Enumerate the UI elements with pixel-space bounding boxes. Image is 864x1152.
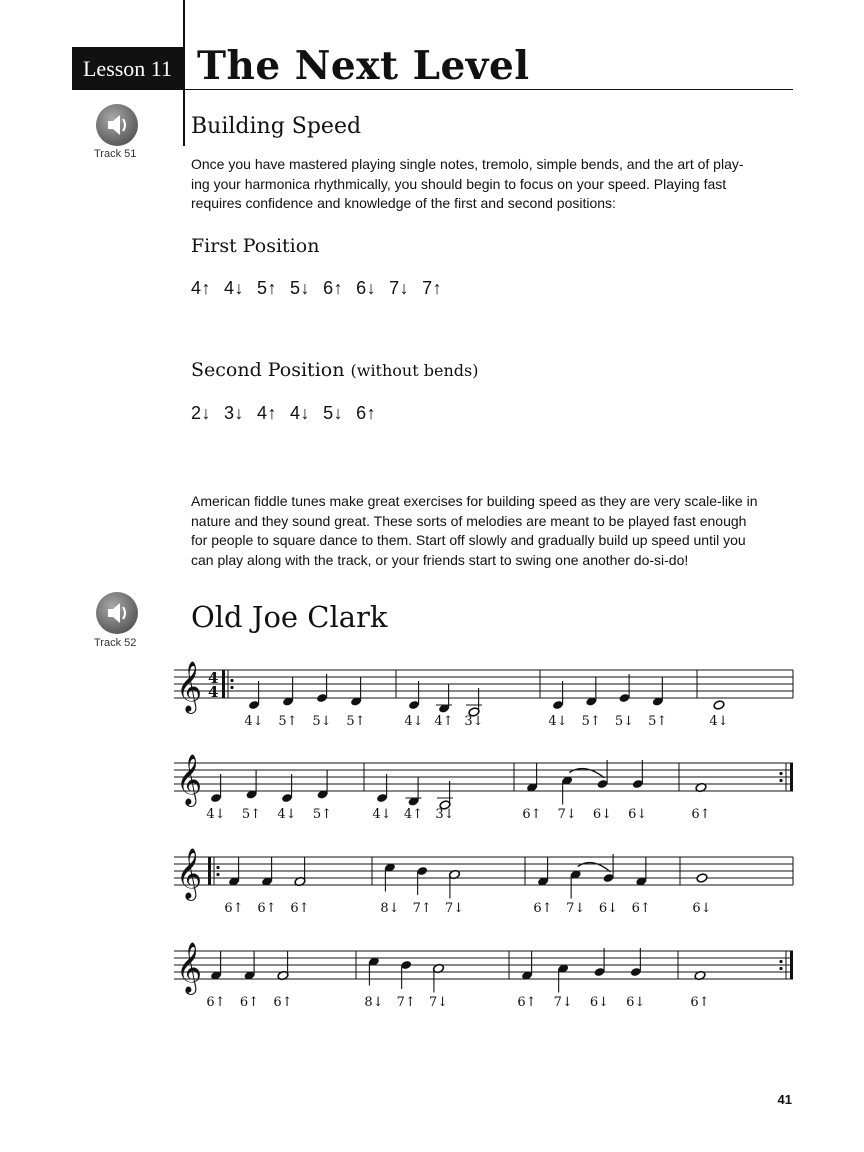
text-line: nature and they sound great. These sorts of melodies are meant to be played fast enough: [191, 512, 747, 529]
harmonica-tab-label: 6↑: [691, 807, 711, 822]
second-position-title: Second Position: [191, 359, 345, 381]
section-heading: Building Speed: [191, 114, 362, 139]
harmonica-tab-label: 7↓: [566, 901, 586, 916]
harmonica-tab-label: 6↑: [690, 995, 710, 1010]
harmonica-note: 6↑: [356, 403, 377, 423]
harmonica-tab-label: 7↑: [412, 901, 432, 916]
harmonica-tab-label: 4↑: [434, 714, 454, 729]
text-line: Once you have mastered playing single notes, tremolo, simple bends, and the art of play-: [191, 156, 744, 172]
harmonica-tab-label: 6↑: [517, 995, 537, 1010]
text-line: for people to square dance to them. Start off slowly and gradually build up speed until you: [191, 532, 746, 548]
harmonica-tab-label: 8↓: [380, 901, 400, 916]
repeat-dot: [230, 679, 233, 682]
harmonica-note: 5↑: [257, 278, 278, 298]
harmonica-tab-label: 3↓: [435, 807, 455, 822]
repeat-dot: [216, 873, 219, 876]
harmonica-tab-label: 5↑: [648, 714, 668, 729]
harmonica-tab-label: 4↓: [548, 714, 568, 729]
note-head: [696, 873, 708, 883]
repeat-dot: [779, 960, 782, 963]
page-title: The Next Level: [197, 43, 530, 89]
repeat-thick-bar: [790, 763, 793, 791]
harmonica-tab-label: 6↓: [692, 901, 712, 916]
repeat-dot: [779, 779, 782, 782]
harmonica-tab-label: 8↓: [364, 995, 384, 1010]
repeat-thick-bar: [208, 857, 211, 885]
harmonica-tab-label: 6↓: [598, 901, 619, 916]
harmonica-tab-label: 6↑: [239, 995, 260, 1010]
harmonica-tab-label: 6↑: [206, 995, 226, 1010]
harmonica-note: 4↓: [224, 278, 245, 298]
harmonica-tab-label: 5↓: [614, 714, 635, 729]
harmonica-tab-label: 4↓: [709, 714, 729, 729]
repeat-dot: [216, 866, 219, 869]
harmonica-tab-label: 4↓: [206, 807, 226, 822]
harmonica-tab-label: 6↑: [224, 901, 244, 916]
first-position-heading: First Position: [191, 235, 320, 257]
harmonica-note: 7↓: [389, 278, 410, 298]
harmonica-note: 3↓: [224, 403, 245, 423]
harmonica-tab-label: 6↓: [628, 807, 648, 822]
harmonica-tab-label: 3↓: [464, 714, 484, 729]
harmonica-tab-label: 7↓: [444, 901, 465, 916]
text-line: American fiddle tunes make great exercises for building speed as they are very scale-like in: [191, 493, 758, 509]
harmonica-note: 6↓: [356, 278, 377, 298]
harmonica-note: 6↑: [323, 278, 344, 298]
harmonica-tab-label: 6↓: [626, 995, 646, 1010]
harmonica-tab-label: 7↑: [396, 995, 416, 1010]
harmonica-tab-label: 6↑: [533, 901, 553, 916]
harmonica-tab-label: 6↑: [257, 901, 277, 916]
harmonica-tab-label: 6↑: [631, 901, 651, 916]
page-number: 41: [777, 1092, 792, 1107]
lesson-label: Lesson 11: [72, 47, 183, 90]
track-label: Track 52: [94, 637, 137, 649]
harmonica-note: 2↓: [191, 403, 212, 423]
text-line: can play along with the track, or your friends start to swing one another do-si-do!: [191, 551, 689, 568]
time-signature: 4: [208, 669, 219, 687]
harmonica-tab-label: 7↓: [557, 807, 577, 822]
harmonica-tab-label: 4↓: [372, 807, 392, 822]
time-signature: 4: [208, 683, 219, 701]
harmonica-tab-label: 7↓: [428, 995, 449, 1010]
harmonica-tab-label: 4↓: [244, 714, 264, 729]
harmonica-tab-label: 5↑: [346, 714, 366, 729]
song-title: Old Joe Clark: [191, 600, 388, 634]
harmonica-tab-label: 4↓: [277, 807, 297, 822]
harmonica-note: 5↓: [323, 403, 344, 423]
text-line: requires confidence and knowledge of the first and second positions:: [191, 195, 616, 211]
note-head: [713, 700, 725, 710]
harmonica-tab-label: 6↓: [589, 995, 610, 1010]
harmonica-note: 4↑: [257, 403, 278, 423]
repeat-thick-bar: [790, 951, 793, 979]
harmonica-note: 7↑: [422, 278, 443, 298]
text-line: ing your harmonica rhythmically, you should begin to focus on your speed. Playing fast: [191, 175, 727, 192]
harmonica-tab-label: 7↓: [553, 995, 573, 1010]
harmonica-tab-label: 4↑: [403, 807, 424, 822]
harmonica-tab-label: 6↓: [592, 807, 613, 822]
track-label: Track 51: [94, 148, 137, 160]
harmonica-tab-label: 6↑: [273, 995, 293, 1010]
treble-clef-icon: 𝄞: [176, 942, 203, 993]
harmonica-note: 4↓: [290, 403, 311, 423]
harmonica-tab-label: 6↑: [522, 807, 542, 822]
harmonica-tab-label: 5↑: [241, 807, 262, 822]
harmonica-tab-label: 5↓: [312, 714, 332, 729]
repeat-thick-bar: [222, 670, 225, 698]
repeat-dot: [230, 686, 233, 689]
treble-clef-icon: 𝄞: [176, 754, 203, 805]
repeat-dot: [779, 772, 782, 775]
second-position-subtitle: (without bends): [350, 361, 479, 380]
treble-clef-icon: 𝄞: [176, 848, 203, 899]
harmonica-tab-label: 5↑: [312, 807, 333, 822]
harmonica-note: 4↑: [191, 278, 212, 298]
harmonica-tab-label: 6↑: [290, 901, 310, 916]
harmonica-tab-label: 5↑: [278, 714, 298, 729]
treble-clef-icon: 𝄞: [176, 661, 203, 712]
repeat-dot: [779, 967, 782, 970]
harmonica-note: 5↓: [290, 278, 311, 298]
harmonica-tab-label: 4↓: [404, 714, 424, 729]
harmonica-tab-label: 5↑: [581, 714, 601, 729]
